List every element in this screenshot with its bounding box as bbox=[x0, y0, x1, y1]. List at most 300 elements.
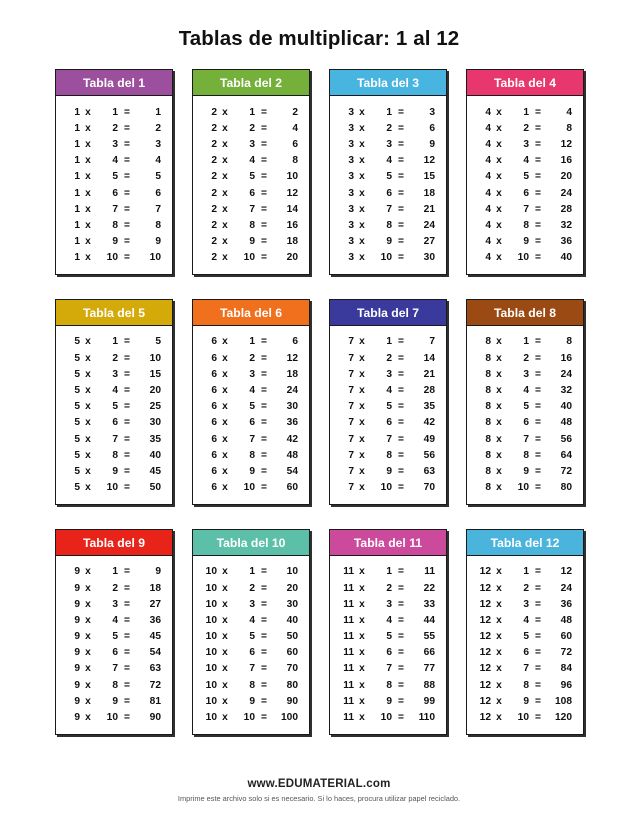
table-row bbox=[197, 350, 305, 366]
equals-icon: = bbox=[398, 122, 404, 134]
table-row bbox=[471, 709, 579, 725]
factor-a: 12 bbox=[479, 598, 491, 610]
table-card-body bbox=[466, 326, 584, 505]
table-row bbox=[197, 120, 305, 136]
table-row bbox=[60, 217, 168, 233]
times-icon: x bbox=[222, 236, 228, 248]
table-row bbox=[197, 447, 305, 463]
factor-b: 2 bbox=[386, 122, 392, 134]
times-icon: x bbox=[85, 352, 91, 364]
equals-icon: = bbox=[535, 647, 541, 659]
equals-icon: = bbox=[261, 598, 267, 610]
product: 60 bbox=[286, 482, 298, 494]
table-row bbox=[471, 661, 579, 677]
product: 4 bbox=[155, 155, 161, 167]
equals-icon: = bbox=[124, 155, 130, 167]
factor-a: 6 bbox=[211, 401, 217, 413]
factor-a: 5 bbox=[74, 449, 80, 461]
factor-b: 4 bbox=[112, 385, 118, 397]
factor-a: 4 bbox=[485, 236, 491, 248]
times-icon: x bbox=[359, 171, 365, 183]
equals-icon: = bbox=[124, 203, 130, 215]
times-icon: x bbox=[85, 598, 91, 610]
table-row bbox=[471, 250, 579, 266]
factor-a: 4 bbox=[485, 106, 491, 118]
times-icon: x bbox=[496, 219, 502, 231]
times-icon: x bbox=[496, 712, 502, 724]
factor-a: 9 bbox=[74, 598, 80, 610]
table-row bbox=[471, 217, 579, 233]
factor-a: 1 bbox=[74, 138, 80, 150]
times-icon: x bbox=[496, 106, 502, 118]
times-icon: x bbox=[222, 465, 228, 477]
factor-b: 3 bbox=[523, 368, 529, 380]
table-row bbox=[334, 201, 442, 217]
equals-icon: = bbox=[261, 203, 267, 215]
equals-icon: = bbox=[398, 449, 404, 461]
times-icon: x bbox=[222, 106, 228, 118]
equals-icon: = bbox=[261, 155, 267, 167]
factor-b: 9 bbox=[523, 695, 529, 707]
factor-a: 3 bbox=[348, 187, 354, 199]
product: 50 bbox=[286, 631, 298, 643]
times-icon: x bbox=[85, 385, 91, 397]
times-icon: x bbox=[359, 106, 365, 118]
equals-icon: = bbox=[124, 122, 130, 134]
table-row bbox=[334, 399, 442, 415]
factor-b: 5 bbox=[386, 631, 392, 643]
equals-icon: = bbox=[398, 433, 404, 445]
table-row bbox=[197, 693, 305, 709]
equals-icon: = bbox=[398, 155, 404, 167]
table-row bbox=[197, 629, 305, 645]
factor-b: 6 bbox=[112, 647, 118, 659]
equals-icon: = bbox=[398, 368, 404, 380]
factor-a: 8 bbox=[485, 417, 491, 429]
times-icon: x bbox=[359, 679, 365, 691]
equals-icon: = bbox=[535, 582, 541, 594]
factor-a: 7 bbox=[348, 433, 354, 445]
times-icon: x bbox=[85, 138, 91, 150]
factor-a: 10 bbox=[205, 712, 217, 724]
factor-a: 7 bbox=[348, 465, 354, 477]
product: 9 bbox=[429, 138, 435, 150]
times-icon: x bbox=[222, 171, 228, 183]
table-row bbox=[197, 580, 305, 596]
factor-a: 5 bbox=[74, 417, 80, 429]
factor-a: 11 bbox=[343, 582, 354, 594]
table-row bbox=[197, 415, 305, 431]
factor-b: 1 bbox=[112, 566, 118, 578]
product: 18 bbox=[286, 236, 298, 248]
factor-b: 8 bbox=[249, 679, 255, 691]
times-icon: x bbox=[359, 598, 365, 610]
factor-b: 10 bbox=[243, 252, 255, 264]
times-icon: x bbox=[496, 614, 502, 626]
times-icon: x bbox=[359, 482, 365, 494]
table-row bbox=[334, 120, 442, 136]
factor-a: 11 bbox=[343, 663, 354, 675]
factor-a: 11 bbox=[343, 712, 354, 724]
product: 54 bbox=[149, 647, 161, 659]
factor-b: 9 bbox=[249, 465, 255, 477]
equals-icon: = bbox=[124, 352, 130, 364]
table-row bbox=[197, 661, 305, 677]
factor-b: 4 bbox=[112, 614, 118, 626]
table-row bbox=[334, 415, 442, 431]
product: 84 bbox=[560, 663, 572, 675]
product: 16 bbox=[560, 155, 572, 167]
table-row bbox=[60, 234, 168, 250]
equals-icon: = bbox=[535, 252, 541, 264]
factor-a: 8 bbox=[485, 385, 491, 397]
table-row bbox=[60, 201, 168, 217]
product: 2 bbox=[155, 122, 161, 134]
table-card bbox=[192, 299, 310, 505]
factor-b: 6 bbox=[523, 187, 529, 199]
table-row bbox=[471, 693, 579, 709]
product: 1 bbox=[155, 106, 161, 118]
equals-icon: = bbox=[124, 138, 130, 150]
table-row bbox=[471, 564, 579, 580]
factor-a: 9 bbox=[74, 663, 80, 675]
equals-icon: = bbox=[535, 449, 541, 461]
table-row bbox=[334, 366, 442, 382]
times-icon: x bbox=[359, 219, 365, 231]
factor-b: 7 bbox=[112, 203, 118, 215]
product: 6 bbox=[429, 122, 435, 134]
times-icon: x bbox=[222, 449, 228, 461]
factor-b: 9 bbox=[386, 695, 392, 707]
factor-a: 10 bbox=[205, 582, 217, 594]
product: 10 bbox=[286, 566, 298, 578]
equals-icon: = bbox=[398, 138, 404, 150]
factor-a: 6 bbox=[211, 368, 217, 380]
factor-b: 2 bbox=[523, 352, 529, 364]
table-row bbox=[334, 334, 442, 350]
factor-b: 3 bbox=[249, 368, 255, 380]
factor-b: 6 bbox=[249, 187, 255, 199]
times-icon: x bbox=[222, 433, 228, 445]
factor-a: 10 bbox=[205, 695, 217, 707]
factor-b: 9 bbox=[249, 236, 255, 248]
factor-a: 12 bbox=[479, 695, 491, 707]
factor-a: 1 bbox=[74, 155, 80, 167]
table-card-header: Tabla del 3 bbox=[329, 69, 447, 96]
product: 30 bbox=[286, 598, 298, 610]
product: 42 bbox=[423, 417, 435, 429]
table-row bbox=[334, 629, 442, 645]
table-card-header: Tabla del 6 bbox=[192, 299, 310, 326]
table-row bbox=[60, 693, 168, 709]
factor-b: 6 bbox=[386, 647, 392, 659]
times-icon: x bbox=[85, 187, 91, 199]
factor-a: 6 bbox=[211, 352, 217, 364]
table-row bbox=[334, 431, 442, 447]
times-icon: x bbox=[496, 679, 502, 691]
table-row bbox=[471, 399, 579, 415]
equals-icon: = bbox=[261, 482, 267, 494]
product: 24 bbox=[286, 385, 298, 397]
table-row bbox=[60, 564, 168, 580]
factor-a: 2 bbox=[211, 236, 217, 248]
factor-a: 11 bbox=[343, 695, 354, 707]
table-row bbox=[334, 661, 442, 677]
times-icon: x bbox=[85, 368, 91, 380]
equals-icon: = bbox=[535, 368, 541, 380]
equals-icon: = bbox=[398, 663, 404, 675]
times-icon: x bbox=[496, 417, 502, 429]
times-icon: x bbox=[359, 647, 365, 659]
factor-a: 4 bbox=[485, 187, 491, 199]
equals-icon: = bbox=[398, 598, 404, 610]
times-icon: x bbox=[222, 647, 228, 659]
product: 60 bbox=[286, 647, 298, 659]
product: 32 bbox=[560, 219, 572, 231]
table-card-body bbox=[55, 326, 173, 505]
product: 18 bbox=[149, 582, 161, 594]
product: 3 bbox=[429, 106, 435, 118]
table-row bbox=[197, 709, 305, 725]
table-row bbox=[197, 612, 305, 628]
table-row bbox=[197, 366, 305, 382]
product: 48 bbox=[560, 417, 572, 429]
factor-a: 1 bbox=[74, 252, 80, 264]
factor-a: 6 bbox=[211, 465, 217, 477]
product: 10 bbox=[149, 252, 161, 264]
times-icon: x bbox=[359, 368, 365, 380]
times-icon: x bbox=[85, 219, 91, 231]
table-row bbox=[60, 629, 168, 645]
factor-b: 10 bbox=[243, 712, 255, 724]
product: 12 bbox=[560, 566, 572, 578]
times-icon: x bbox=[222, 122, 228, 134]
factor-b: 6 bbox=[523, 417, 529, 429]
table-row bbox=[334, 382, 442, 398]
factor-b: 1 bbox=[386, 106, 392, 118]
table-row bbox=[471, 234, 579, 250]
times-icon: x bbox=[496, 598, 502, 610]
factor-a: 8 bbox=[485, 433, 491, 445]
table-row bbox=[197, 596, 305, 612]
table-row bbox=[471, 480, 579, 496]
factor-b: 10 bbox=[380, 482, 392, 494]
product: 48 bbox=[286, 449, 298, 461]
factor-a: 6 bbox=[211, 385, 217, 397]
factor-a: 2 bbox=[211, 138, 217, 150]
product: 14 bbox=[423, 352, 435, 364]
product: 30 bbox=[149, 417, 161, 429]
times-icon: x bbox=[222, 679, 228, 691]
factor-a: 3 bbox=[348, 138, 354, 150]
factor-a: 2 bbox=[211, 171, 217, 183]
times-icon: x bbox=[496, 236, 502, 248]
table-row bbox=[197, 645, 305, 661]
times-icon: x bbox=[496, 433, 502, 445]
factor-a: 1 bbox=[74, 171, 80, 183]
equals-icon: = bbox=[124, 679, 130, 691]
product: 25 bbox=[149, 401, 161, 413]
times-icon: x bbox=[222, 695, 228, 707]
table-card bbox=[466, 299, 584, 505]
equals-icon: = bbox=[398, 336, 404, 348]
equals-icon: = bbox=[261, 647, 267, 659]
equals-icon: = bbox=[398, 385, 404, 397]
times-icon: x bbox=[222, 482, 228, 494]
table-card-body bbox=[55, 96, 173, 275]
equals-icon: = bbox=[261, 417, 267, 429]
product: 35 bbox=[423, 401, 435, 413]
times-icon: x bbox=[222, 631, 228, 643]
table-row bbox=[60, 596, 168, 612]
times-icon: x bbox=[496, 663, 502, 675]
factor-a: 2 bbox=[211, 106, 217, 118]
equals-icon: = bbox=[398, 417, 404, 429]
equals-icon: = bbox=[124, 417, 130, 429]
table-row bbox=[471, 463, 579, 479]
times-icon: x bbox=[222, 401, 228, 413]
factor-b: 1 bbox=[249, 566, 255, 578]
factor-b: 4 bbox=[386, 155, 392, 167]
factor-b: 5 bbox=[523, 401, 529, 413]
table-row bbox=[60, 399, 168, 415]
factor-a: 4 bbox=[485, 171, 491, 183]
table-row bbox=[197, 250, 305, 266]
table-row bbox=[197, 234, 305, 250]
times-icon: x bbox=[496, 449, 502, 461]
factor-b: 2 bbox=[523, 122, 529, 134]
product: 40 bbox=[560, 252, 572, 264]
table-row bbox=[60, 447, 168, 463]
factor-a: 4 bbox=[485, 252, 491, 264]
equals-icon: = bbox=[535, 122, 541, 134]
equals-icon: = bbox=[535, 106, 541, 118]
product: 15 bbox=[149, 368, 161, 380]
multiplication-tables-grid bbox=[55, 69, 583, 735]
product: 8 bbox=[155, 219, 161, 231]
page-title: Tablas de multiplicar: 1 al 12 bbox=[178, 27, 460, 50]
table-row bbox=[197, 217, 305, 233]
product: 2 bbox=[292, 106, 298, 118]
times-icon: x bbox=[359, 236, 365, 248]
table-card-body bbox=[329, 556, 447, 735]
times-icon: x bbox=[85, 465, 91, 477]
factor-b: 4 bbox=[523, 155, 529, 167]
factor-a: 7 bbox=[348, 482, 354, 494]
product: 30 bbox=[423, 252, 435, 264]
factor-a: 3 bbox=[348, 219, 354, 231]
equals-icon: = bbox=[398, 352, 404, 364]
equals-icon: = bbox=[535, 401, 541, 413]
factor-a: 9 bbox=[74, 582, 80, 594]
times-icon: x bbox=[359, 352, 365, 364]
table-row bbox=[334, 153, 442, 169]
equals-icon: = bbox=[535, 336, 541, 348]
factor-b: 3 bbox=[112, 138, 118, 150]
factor-b: 2 bbox=[249, 352, 255, 364]
product: 30 bbox=[286, 401, 298, 413]
equals-icon: = bbox=[124, 368, 130, 380]
product: 44 bbox=[423, 614, 435, 626]
times-icon: x bbox=[359, 712, 365, 724]
factor-b: 2 bbox=[386, 582, 392, 594]
times-icon: x bbox=[496, 401, 502, 413]
table-row bbox=[197, 382, 305, 398]
factor-a: 5 bbox=[74, 482, 80, 494]
factor-a: 5 bbox=[74, 401, 80, 413]
equals-icon: = bbox=[124, 631, 130, 643]
equals-icon: = bbox=[261, 679, 267, 691]
table-row bbox=[197, 201, 305, 217]
product: 49 bbox=[423, 433, 435, 445]
product: 7 bbox=[155, 203, 161, 215]
equals-icon: = bbox=[261, 138, 267, 150]
factor-b: 9 bbox=[112, 236, 118, 248]
factor-b: 7 bbox=[523, 663, 529, 675]
factor-a: 5 bbox=[74, 336, 80, 348]
equals-icon: = bbox=[261, 252, 267, 264]
times-icon: x bbox=[496, 482, 502, 494]
product: 48 bbox=[560, 614, 572, 626]
product: 24 bbox=[560, 582, 572, 594]
table-row bbox=[471, 629, 579, 645]
equals-icon: = bbox=[124, 482, 130, 494]
equals-icon: = bbox=[535, 138, 541, 150]
product: 36 bbox=[560, 236, 572, 248]
equals-icon: = bbox=[398, 631, 404, 643]
equals-icon: = bbox=[261, 385, 267, 397]
table-row bbox=[471, 596, 579, 612]
factor-b: 8 bbox=[386, 449, 392, 461]
factor-b: 8 bbox=[523, 449, 529, 461]
table-row bbox=[60, 382, 168, 398]
product: 110 bbox=[418, 712, 435, 724]
product: 45 bbox=[149, 631, 161, 643]
table-row bbox=[197, 463, 305, 479]
factor-a: 10 bbox=[205, 566, 217, 578]
factor-b: 9 bbox=[523, 465, 529, 477]
equals-icon: = bbox=[398, 566, 404, 578]
times-icon: x bbox=[359, 465, 365, 477]
factor-b: 10 bbox=[517, 252, 529, 264]
equals-icon: = bbox=[535, 187, 541, 199]
table-row bbox=[334, 480, 442, 496]
factor-a: 12 bbox=[479, 582, 491, 594]
product: 32 bbox=[560, 385, 572, 397]
equals-icon: = bbox=[535, 482, 541, 494]
table-card bbox=[192, 529, 310, 735]
factor-b: 6 bbox=[112, 187, 118, 199]
table-row bbox=[334, 693, 442, 709]
factor-a: 7 bbox=[348, 449, 354, 461]
factor-b: 3 bbox=[112, 368, 118, 380]
factor-a: 11 bbox=[343, 647, 354, 659]
product: 20 bbox=[149, 385, 161, 397]
product: 81 bbox=[149, 695, 161, 707]
product: 8 bbox=[566, 122, 572, 134]
factor-a: 12 bbox=[479, 712, 491, 724]
factor-b: 3 bbox=[386, 598, 392, 610]
table-card-header: Tabla del 12 bbox=[466, 529, 584, 556]
times-icon: x bbox=[359, 566, 365, 578]
equals-icon: = bbox=[124, 566, 130, 578]
factor-a: 12 bbox=[479, 631, 491, 643]
product: 6 bbox=[292, 138, 298, 150]
times-icon: x bbox=[222, 582, 228, 594]
factor-a: 10 bbox=[205, 614, 217, 626]
factor-b: 4 bbox=[112, 155, 118, 167]
table-row bbox=[334, 234, 442, 250]
